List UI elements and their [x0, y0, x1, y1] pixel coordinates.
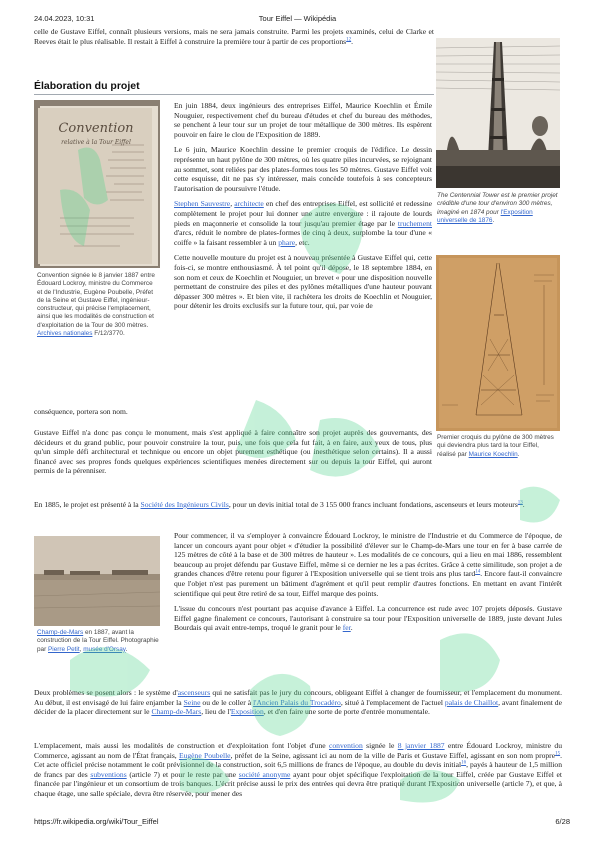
p10-text: entre Édouard Lockroy, ministre du Commerce, agissant au nom de l'État français,: [34, 741, 562, 760]
centennial-caption-end: .: [492, 216, 495, 224]
body-column-2: [174, 531, 562, 633]
champ-caption-text: .: [125, 645, 128, 653]
print-header-title: Tour Eiffel — Wikipédia: [258, 14, 337, 23]
koechlin-sketch-image[interactable]: [436, 255, 560, 431]
centennial-caption-text: The Centennial Tower est le premier projet crédible d'une tour d'environ 300 mètres, imaginé en 1874 pour: [437, 192, 558, 216]
p10-text: L'emplacement, mais aussi les modalités de construction et d'exploitation font l'objet d'une: [34, 741, 330, 750]
expo-1876-link[interactable]: l'Exposition universelle de 1876: [437, 208, 533, 224]
p7-text: . Encore faut-il convaincre que l'objet n'est pas purement un bâtiment d'agrément et qu'il peut remplir d'autres fonctions. En mettant en avant l'intérêt scientifique qui peut être retiré de sa tour, Eiffel marque des points.: [174, 569, 562, 598]
paragraph-1: En juin 1884, deux ingénieurs des entreprises Eiffel, Maurice Koechlin et Émile Nouguier, respectivement chef du bureau d'études et chef du bureau des méthodes, se penchent à leur tour sur un projet de tour métallique de 300 mètres. Ils espèrent pouvoir en faire le clou de l'Exposition de 1889.: [174, 101, 432, 139]
paragraph-3: [174, 199, 432, 247]
paragraph-4: Cette nouvelle mouture du projet est à nouveau présentée à Gustave Eiffel qui, cette fois-ci, se montre enthousiasmé. À tel point qu'il dépose, le 18 septembre 1884, en son nom et ceux de Koechlin et Nouguier, un brevet « pour une disposition nouvelle permettant de construire des piles et des pylônes métalliques d'une hauteur pouvant dépasser 300 mètres ». Et bien vite, il rachètera les droits de Koechlin et Nouguier, pour détenir les droits exclusifs sur la future tour, qui, par voie de: [174, 253, 432, 311]
subventions-link[interactable]: subventions: [90, 769, 127, 779]
champ-de-mars-image[interactable]: [34, 536, 160, 626]
societe-ingenieurs-link[interactable]: Société des Ingénieurs Civils: [140, 500, 229, 509]
convention-image[interactable]: [34, 100, 160, 268]
p9-text: , lieu de l': [201, 707, 231, 717]
p10-text: ayant pour objet spécifique l'exploitation de la tour Eiffel, créée par Gustave Eiffel et financée par l'ingénieur et un consortium de trois banques. L'écrit précise aussi le prix des entrées qui devra être pratiqué durant l'Exposition universelle (article 7), et que, à chaque étage, une salle spéciale, devra être réservée, pour mener des: [34, 769, 562, 798]
ref-14[interactable]: 14: [475, 569, 481, 575]
p9-text: , avant finalement de décider de la placer directement sur le: [34, 697, 562, 717]
p6-text: , pour un devis initial total de 3 155 000 francs incluant fondations, ascenseurs et leurs moteurs: [228, 500, 518, 509]
print-footer-url[interactable]: https://fr.wikipedia.org/wiki/Tour_Eiffel: [34, 817, 159, 826]
koechlin-caption-text: Premier croquis du pylône de 300 mètres qui deviendra plus tard la tour Eiffel, réalisé par: [437, 434, 554, 458]
architecte-link[interactable]: architecte: [234, 199, 264, 209]
paragraph-10: [34, 741, 562, 799]
p8-text: L'issue du concours n'est pourtant pas acquise d'avance à Eiffel. La concurrence est rude avec 107 projets déposés. Gustave Eiffel gagne finalement ce concours, l'autorisant à construire sa tour pour l'Exposition universelle de 1889, juste devant Jules Bourdais qui avait entre-temps, troqué le granit pour le: [174, 604, 562, 633]
section-title: Élaboration du projet: [34, 80, 140, 92]
convention-document-icon: [34, 100, 160, 268]
musee-orsay-link[interactable]: musée d'Orsay: [83, 645, 126, 653]
print-footer-page: 6/28: [555, 817, 570, 826]
champ-de-mars-caption: [37, 629, 159, 654]
convention-caption-text: Convention signée le 8 janvier 1887 entre Édouard Lockroy, ministre du Commerce et de l'Industrie, Eugène Poubelle, Préfet de la Seine et Gustave Eiffel, ingénieur-constructeur, qui précise l'emplacement, ainsi que les modalités de construction et d'exploitation de la Tour de 300 mètres.: [37, 272, 155, 329]
paragraph-8: [174, 604, 562, 633]
ref-13[interactable]: 13: [517, 500, 523, 506]
p10-text: (article 7) et pour le reste par une: [126, 769, 239, 779]
centennial-tower-image[interactable]: [436, 38, 560, 188]
paragraph-4-end: conséquence, portera son nom.: [34, 407, 128, 416]
truchement-link[interactable]: truchement: [397, 218, 432, 228]
champ-de-mars-photo-icon: [34, 536, 160, 626]
koechlin-caption: [437, 434, 559, 459]
p7-text: Pour commencer, il va s'employer à convaincre Édouard Lockroy, le ministre de l'Industrie et du Commerce de l'époque, de lancer un concours ayant pour objet « d'étudier la possibilité d'élever sur le Champ-de-Mars une tour en fer à base carrée de 125 mètres de côté à la base et de 300 mètres de hauteur ». Les modalités de ce concours, qui a lieu en mai 1886, ressemblent beaucoup au projet défendu par Gustave Eiffel, même si ce dernier ne les a pas écrites. Grâce à cette similitude, son projet a de grandes chances d'être retenu pour figurer à l'Exposition universelle qui se tient trois ans plus tard: [174, 531, 562, 579]
convention-caption: [37, 272, 159, 338]
p6-text: En 1885, le projet est présenté à la: [34, 500, 141, 509]
societe-anonyme-link[interactable]: société anonyme: [238, 769, 291, 779]
p9-text: qui ne satisfait pas le jury du concours, obligeant Eiffel à changer de fournisseur, et l'emplacement du monument. Au début, il est envisagé de lui faire enjamber la: [34, 688, 563, 707]
ref-12[interactable]: 12: [346, 37, 352, 43]
ascenseurs-link[interactable]: ascenseurs: [177, 688, 211, 697]
p10-text: , payés à hauteur de 1,5 million de francs par des: [34, 760, 562, 779]
ref-16[interactable]: 16: [461, 760, 467, 766]
convention-caption-tail: F/12/3770.: [92, 330, 125, 338]
maurice-koechlin-link[interactable]: Maurice Koechlin: [468, 450, 518, 458]
pylon-sketch-icon: [436, 255, 560, 431]
p9-text: , et d'en faire une sorte de porte d'entrée monumentale.: [263, 707, 430, 717]
convention-title-line1: Convention: [58, 121, 134, 136]
p9-text: Deux problèmes se posent alors : le système d': [34, 688, 178, 697]
p3-text: en chef des entreprises Eiffel, est sollicité et redessine complètement le projet pour lui donner une autre envergure : il rajoute de lourds pieds en maçonnerie et consolide la tour jusqu'au premier étage par le: [174, 199, 432, 228]
champ-de-mars-text-link[interactable]: Champ-de-Mars: [151, 707, 202, 717]
intro-text: celle de Gustave Eiffel, connaît plusieurs versions, mais ne sera jamais construite. Parmi les projets examinés, celui de Clarke et Reeves était le plus réalisable. Il restait à Eiffel à construire la première tour à partir de ces proportions: [34, 27, 434, 46]
koechlin-caption-end: .: [517, 450, 520, 458]
centennial-caption: [437, 192, 563, 225]
ref-15[interactable]: 15: [555, 751, 561, 757]
print-header-datetime: 24.04.2023, 10:31: [34, 14, 95, 23]
date-1887-link[interactable]: 8 janvier 1887: [397, 741, 445, 750]
archives-nationales-link[interactable]: Archives nationales: [37, 330, 93, 338]
p3-text: d'arcs, réduit le nombre de plates-formes de cinq à deux, surplombe la tour d'une « coiffe » la faisant ressembler à un: [174, 228, 432, 247]
p9-text: , situé à l'emplacement de l'actuel: [340, 697, 445, 707]
convention-title-line2: relative à la Tour Eiffel: [61, 139, 131, 146]
eugene-poubelle-link[interactable]: Eugène Poubelle: [178, 750, 231, 760]
seine-link[interactable]: Seine: [183, 697, 201, 707]
paragraph-9: [34, 688, 562, 717]
centennial-tower-engraving-icon: [436, 38, 560, 188]
stephen-sauvestre-link[interactable]: Stephen Sauvestre: [174, 199, 231, 209]
p3-text: , etc.: [295, 237, 310, 247]
pierre-petit-link[interactable]: Pierre Petit: [48, 645, 80, 653]
champ-caption-text: en 1887, avant la construction de la Tour Eiffel. Photographie par: [37, 629, 159, 653]
p3-text: ,: [230, 199, 235, 209]
champ-de-mars-link[interactable]: Champ-de-Mars: [37, 629, 84, 636]
exposition-link[interactable]: Exposition: [230, 707, 264, 717]
intro-paragraph: celle de Gustave Eiffel, connaît plusieurs versions, mais ne sera jamais construite. Parmi les projets examinés, celui de Clarke et Reeves était le plus réalisable. Il restait à Eiffel à construire la première tour à partir de ces proportions$^{12}$.: [34, 27, 434, 46]
paragraph-7: [174, 531, 562, 598]
paragraph-2: Le 6 juin, Maurice Koechlin dessine le premier croquis de l'édifice. Le dessin représente un haut pylône de 300 mètres, où les quatre piles incurvées, se rejoignant au sommet, sont reliées par des plates-formes tous les 50 mètres. Gustave Eiffel voit cette esquisse, dit ne pas s'y intéresser, mais concède toutefois à ses concepteurs l'autorisation de poursuivre l'étude.: [174, 145, 432, 193]
p8-text: .: [350, 623, 353, 633]
body-column-1: [174, 101, 432, 311]
phare-link[interactable]: phare: [278, 237, 296, 247]
p10-text: , préfet de la Seine, agissant ici au nom de la ville de Paris et Gustave Eiffel, agissant en son nom propre: [230, 750, 556, 760]
convention-link[interactable]: convention: [329, 741, 363, 750]
p10-text: signée le: [362, 741, 398, 750]
p10-text: . Cet acte officiel précise notamment le coût prévisionnel de la construction, soit 6,5 millions de francs de l'époque, au double du devis initial: [34, 750, 562, 770]
fer-link[interactable]: fer: [342, 623, 351, 633]
champ-caption-text: ,: [79, 645, 84, 653]
trocadero-link[interactable]: l'Ancien Palais du Trocadéro: [253, 697, 341, 707]
section-rule: [34, 94, 434, 95]
chaillot-link[interactable]: palais de Chaillot: [444, 697, 499, 707]
paragraph-5: Gustave Eiffel n'a donc pas conçu le monument, mais s'est appliqué à faire connaître son projet auprès des gouvernants, des décideurs et du grand public, pour pouvoir construire la tour, puis, une fois que cela fut fait, à en faire, aux yeux de tous, plus qu'un simple défi architectural et technique ou encore un objet purement esthétique (ou inesthétique selon certains). Il a aussi financé avec ses propres fonds quelques expériences scientifiques menées directement sur ou depuis la tour Eiffel, qui auront permis de la pérenniser.: [34, 428, 432, 476]
paragraph-6: En 1885, le projet est présenté à la Société des Ingénieurs Civils, pour un devis initial total de 3 155 000 francs incluant fondations, ascenseurs et leurs moteurs$^{13}$.: [34, 500, 525, 509]
p9-text: ou de le coller à: [200, 697, 254, 707]
